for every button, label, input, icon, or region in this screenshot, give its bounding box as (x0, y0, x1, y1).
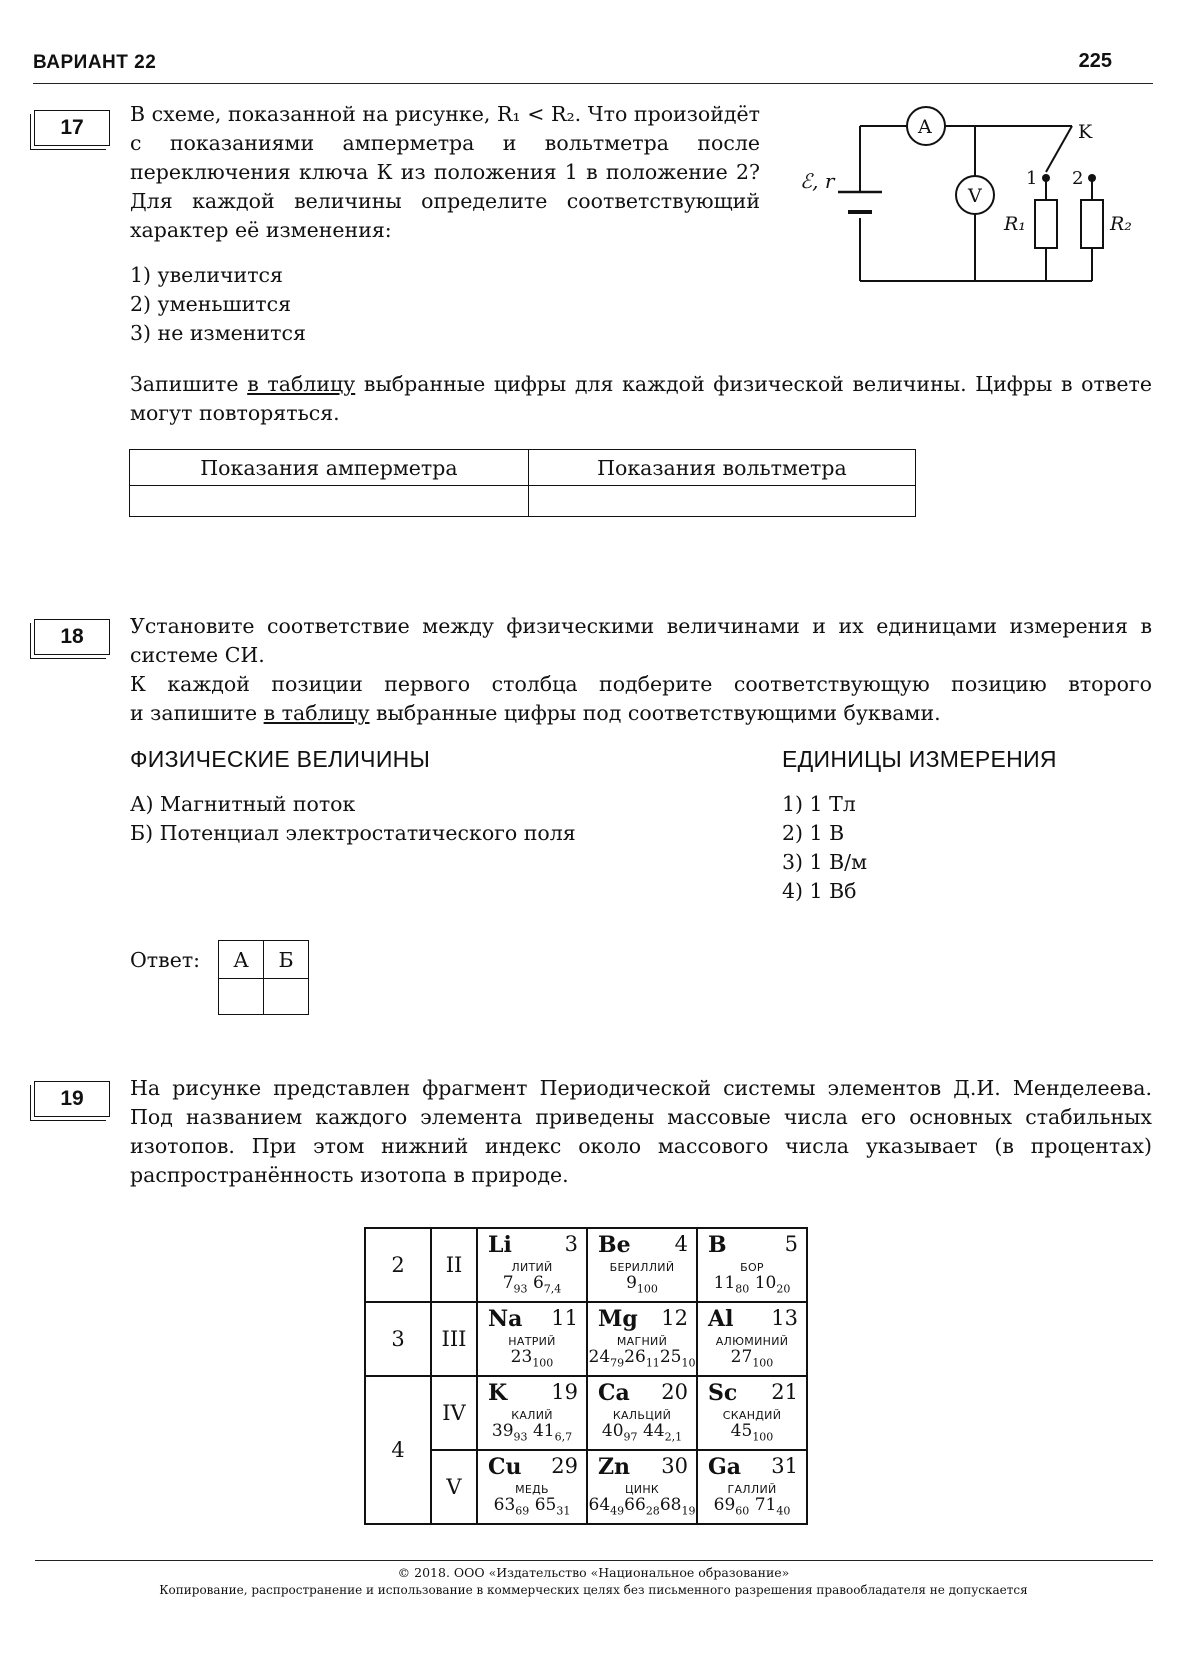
isotope-abundance: 19 (681, 1504, 696, 1518)
element-number: 5 (784, 1232, 798, 1256)
answer-label: Ответ: (130, 948, 201, 972)
question-17-answer-table (129, 449, 916, 517)
isotope-abundance: 93 (513, 1282, 528, 1296)
element-symbol: Al (708, 1306, 734, 1332)
element-name: КАЛИЙ (511, 1409, 553, 1422)
isotope-mass: 69 (713, 1495, 736, 1515)
element-isotopes (588, 1273, 696, 1295)
answer-cell-b[interactable] (264, 979, 309, 1015)
instruction-post: выбранные цифры для каждой физической величины. Цифры в ответе могут повторяться. (130, 372, 1152, 425)
isotope-abundance: 28 (645, 1504, 660, 1518)
element-cell-na (478, 1304, 586, 1374)
isotope-mass: 40 (601, 1421, 624, 1441)
element-symbol: Ga (708, 1454, 742, 1480)
question-18-line1: Установите соответствие между физическими величинами и их единицами измерения в системе СИ. (130, 614, 1152, 667)
element-symbol: B (708, 1232, 727, 1258)
key-label: K (1078, 121, 1093, 143)
element-number: 3 (564, 1232, 578, 1256)
instruction-link: в таблицу (247, 372, 356, 396)
element-cell-ca (588, 1378, 696, 1448)
ammeter-answer-cell[interactable] (130, 486, 529, 517)
option-2: 2) уменьшится (130, 292, 291, 316)
element-number: 29 (551, 1454, 578, 1478)
element-symbol: Be (598, 1232, 631, 1258)
element-isotopes (478, 1273, 586, 1295)
isotope-mass: 11 (713, 1273, 736, 1293)
periodic-table-fragment (364, 1227, 808, 1525)
isotope-mass: 9 (626, 1273, 637, 1293)
group-V: V (431, 1450, 477, 1524)
pos2-label: 2 (1072, 168, 1084, 189)
element-cell-mg (588, 1304, 696, 1374)
group-IV: IV (431, 1376, 477, 1450)
element-cell-al (698, 1304, 806, 1374)
element-isotopes (698, 1421, 806, 1443)
element-name: БОР (740, 1261, 764, 1274)
option-1: 1) увеличится (130, 263, 283, 287)
question-17-instruction (130, 370, 1152, 428)
element-number: 19 (551, 1380, 578, 1404)
emf-label: ℰ, r (800, 169, 835, 193)
question-18-line3 (130, 699, 1152, 728)
answer-col-a: А (219, 941, 264, 979)
isotope-abundance: 7,4 (543, 1282, 562, 1296)
question-18-number: 18 (34, 619, 110, 655)
right-item-3: 3) 1 В/м (782, 850, 868, 874)
element-name: КАЛЬЦИЙ (612, 1409, 672, 1422)
period-4: 4 (365, 1376, 431, 1524)
isotope-mass: 63 (493, 1495, 516, 1515)
footer-divider (35, 1560, 1153, 1561)
isotope-mass: 7 (502, 1273, 514, 1293)
element-isotopes (588, 1495, 696, 1517)
isotope-mass: 45 (730, 1421, 753, 1441)
header-divider (33, 83, 1153, 84)
element-symbol: Li (488, 1232, 512, 1258)
element-isotopes (478, 1347, 586, 1369)
element-cell-zn (588, 1452, 696, 1522)
element-number: 4 (674, 1232, 688, 1256)
element-cell-sc (698, 1378, 806, 1448)
left-item-a: А) Магнитный поток (130, 792, 356, 816)
isotope-mass: 23 (510, 1347, 533, 1367)
pos1-label: 1 (1026, 168, 1038, 189)
isotope-abundance: 60 (735, 1504, 750, 1518)
element-name: ГАЛЛИЙ (727, 1483, 777, 1496)
isotope-abundance: 2,1 (664, 1430, 683, 1444)
ammeter-header: Показания амперметра (130, 450, 529, 486)
element-cell-cu (478, 1452, 586, 1522)
element-cell-b (698, 1230, 806, 1300)
question-19-number: 19 (34, 1081, 110, 1117)
right-item-2: 2) 1 В (782, 821, 845, 845)
instruction-pre: Запишите (130, 372, 248, 396)
variant-label: ВАРИАНТ 22 (33, 52, 157, 73)
element-name: НАТРИЙ (508, 1335, 556, 1348)
voltmeter-label: V (968, 185, 982, 207)
period-2: 2 (365, 1228, 431, 1302)
isotope-abundance: 100 (752, 1356, 774, 1370)
isotope-abundance: 100 (752, 1430, 774, 1444)
group-II: II (431, 1228, 477, 1302)
period-3: 3 (365, 1302, 431, 1376)
element-cell-ga (698, 1452, 806, 1522)
isotope-abundance: 49 (610, 1504, 625, 1518)
voltmeter-answer-cell[interactable] (528, 486, 915, 517)
element-number: 30 (661, 1454, 688, 1478)
element-name: АЛЮМИНИЙ (715, 1335, 789, 1348)
line3-link: в таблицу (263, 701, 370, 725)
isotope-mass: 71 (754, 1495, 777, 1515)
element-symbol: Mg (598, 1306, 638, 1332)
element-number: 11 (551, 1306, 578, 1330)
answer-cell-a[interactable] (219, 979, 264, 1015)
left-column-header: ФИЗИЧЕСКИЕ ВЕЛИЧИНЫ (130, 746, 431, 772)
element-isotopes (478, 1495, 586, 1517)
element-number: 20 (661, 1380, 688, 1404)
isotope-mass: 27 (730, 1347, 753, 1367)
line3-post: выбранные цифры под соответствующими буквами. (369, 701, 941, 725)
line3-pre: и запишите (130, 701, 264, 725)
element-number: 13 (771, 1306, 798, 1330)
isotope-abundance: 31 (556, 1504, 571, 1518)
r2-label: R₂ (1110, 213, 1132, 235)
element-number: 21 (771, 1380, 798, 1404)
page-number: 225 (1078, 50, 1112, 72)
isotope-mass: 41 (532, 1421, 555, 1441)
footer-copyright: © 2018. ООО «Издательство «Национальное образование» (397, 1565, 790, 1580)
element-isotopes (698, 1273, 806, 1295)
isotope-abundance: 20 (776, 1282, 791, 1296)
isotope-abundance: 6,7 (554, 1430, 573, 1444)
isotope-mass: 68 (659, 1495, 682, 1515)
right-item-1: 1) 1 Тл (782, 792, 856, 816)
isotope-abundance: 93 (513, 1430, 528, 1444)
isotope-abundance: 97 (623, 1430, 638, 1444)
element-cell-k (478, 1378, 586, 1448)
element-symbol: Ca (598, 1380, 630, 1406)
element-name: СКАНДИЙ (722, 1409, 782, 1422)
right-column-header: ЕДИНИЦЫ ИЗМЕРЕНИЯ (782, 746, 1057, 772)
isotope-abundance: 100 (532, 1356, 554, 1370)
right-item-4: 4) 1 Вб (782, 879, 857, 903)
footer-notice: Копирование, распространение и использование в коммерческих целях без письменного разрешения правообладателя не допускается (159, 1583, 1028, 1597)
element-symbol: Na (488, 1306, 523, 1332)
element-symbol: Cu (488, 1454, 522, 1480)
element-isotopes (588, 1347, 696, 1369)
isotope-mass: 64 (588, 1495, 611, 1515)
isotope-mass: 66 (624, 1495, 646, 1515)
isotope-abundance: 69 (515, 1504, 530, 1518)
isotope-mass: 6 (532, 1273, 544, 1293)
isotope-mass: 25 (659, 1347, 682, 1367)
left-item-b: Б) Потенциал электростатического поля (130, 821, 576, 845)
element-symbol: Zn (598, 1454, 631, 1480)
isotope-mass: 26 (624, 1347, 646, 1367)
element-isotopes (478, 1421, 586, 1443)
answer-col-b: Б (264, 941, 309, 979)
isotope-abundance: 80 (735, 1282, 750, 1296)
element-name: МЕДЬ (515, 1483, 549, 1496)
question-18-answer-table (218, 940, 309, 1015)
isotope-abundance: 40 (776, 1504, 791, 1518)
element-number: 31 (771, 1454, 798, 1478)
element-name: ЦИНК (624, 1483, 660, 1496)
r1-label: R₁ (1004, 213, 1026, 235)
key-contact-2 (1088, 174, 1096, 182)
isotope-mass: 65 (534, 1495, 557, 1515)
element-symbol: Sc (708, 1380, 738, 1406)
isotope-abundance: 11 (645, 1356, 660, 1370)
question-18-line2: К каждой позиции первого столбца подберите соответствующую позицию второго (130, 672, 1152, 696)
element-isotopes (698, 1495, 806, 1517)
circuit-diagram (790, 100, 1160, 290)
isotope-mass: 24 (588, 1347, 611, 1367)
element-symbol: K (488, 1380, 508, 1406)
isotope-abundance: 79 (610, 1356, 625, 1370)
question-17-text: В схеме, показанной на рисунке, R₁ < R₂. Что произойдёт с показаниями амперметра и вольтметра после переключения ключа К из положения 1 в положение 2? Для каждой величины определите соответствующий характер её изменения: (130, 102, 760, 242)
element-cell-li (478, 1230, 586, 1300)
element-name: МАГНИЙ (616, 1335, 668, 1348)
element-cell-be (588, 1230, 696, 1300)
key-contact-1 (1042, 174, 1050, 182)
isotope-abundance: 100 (636, 1282, 658, 1296)
ammeter-label: A (918, 116, 932, 138)
option-3: 3) не изменится (130, 321, 306, 345)
question-19-text: На рисунке представлен фрагмент Периодической системы элементов Д.И. Менделеева. Под названием каждого элемента приведены массовые числа его основных стабильных изотопов. При этом нижний индекс около массового числа указывает (в процентах) распространённость изотопа в природе. (130, 1076, 1152, 1187)
question-17-number: 17 (34, 110, 110, 146)
element-isotopes (588, 1421, 696, 1443)
isotope-mass: 44 (642, 1421, 665, 1441)
group-III: III (431, 1302, 477, 1376)
element-name: БЕРИЛЛИЙ (609, 1261, 675, 1274)
isotope-mass: 10 (754, 1273, 777, 1293)
isotope-abundance: 10 (681, 1356, 696, 1370)
element-isotopes (698, 1347, 806, 1369)
element-number: 12 (661, 1306, 688, 1330)
isotope-mass: 39 (491, 1421, 514, 1441)
element-name: ЛИТИЙ (511, 1261, 553, 1274)
voltmeter-header: Показания вольтметра (528, 450, 915, 486)
